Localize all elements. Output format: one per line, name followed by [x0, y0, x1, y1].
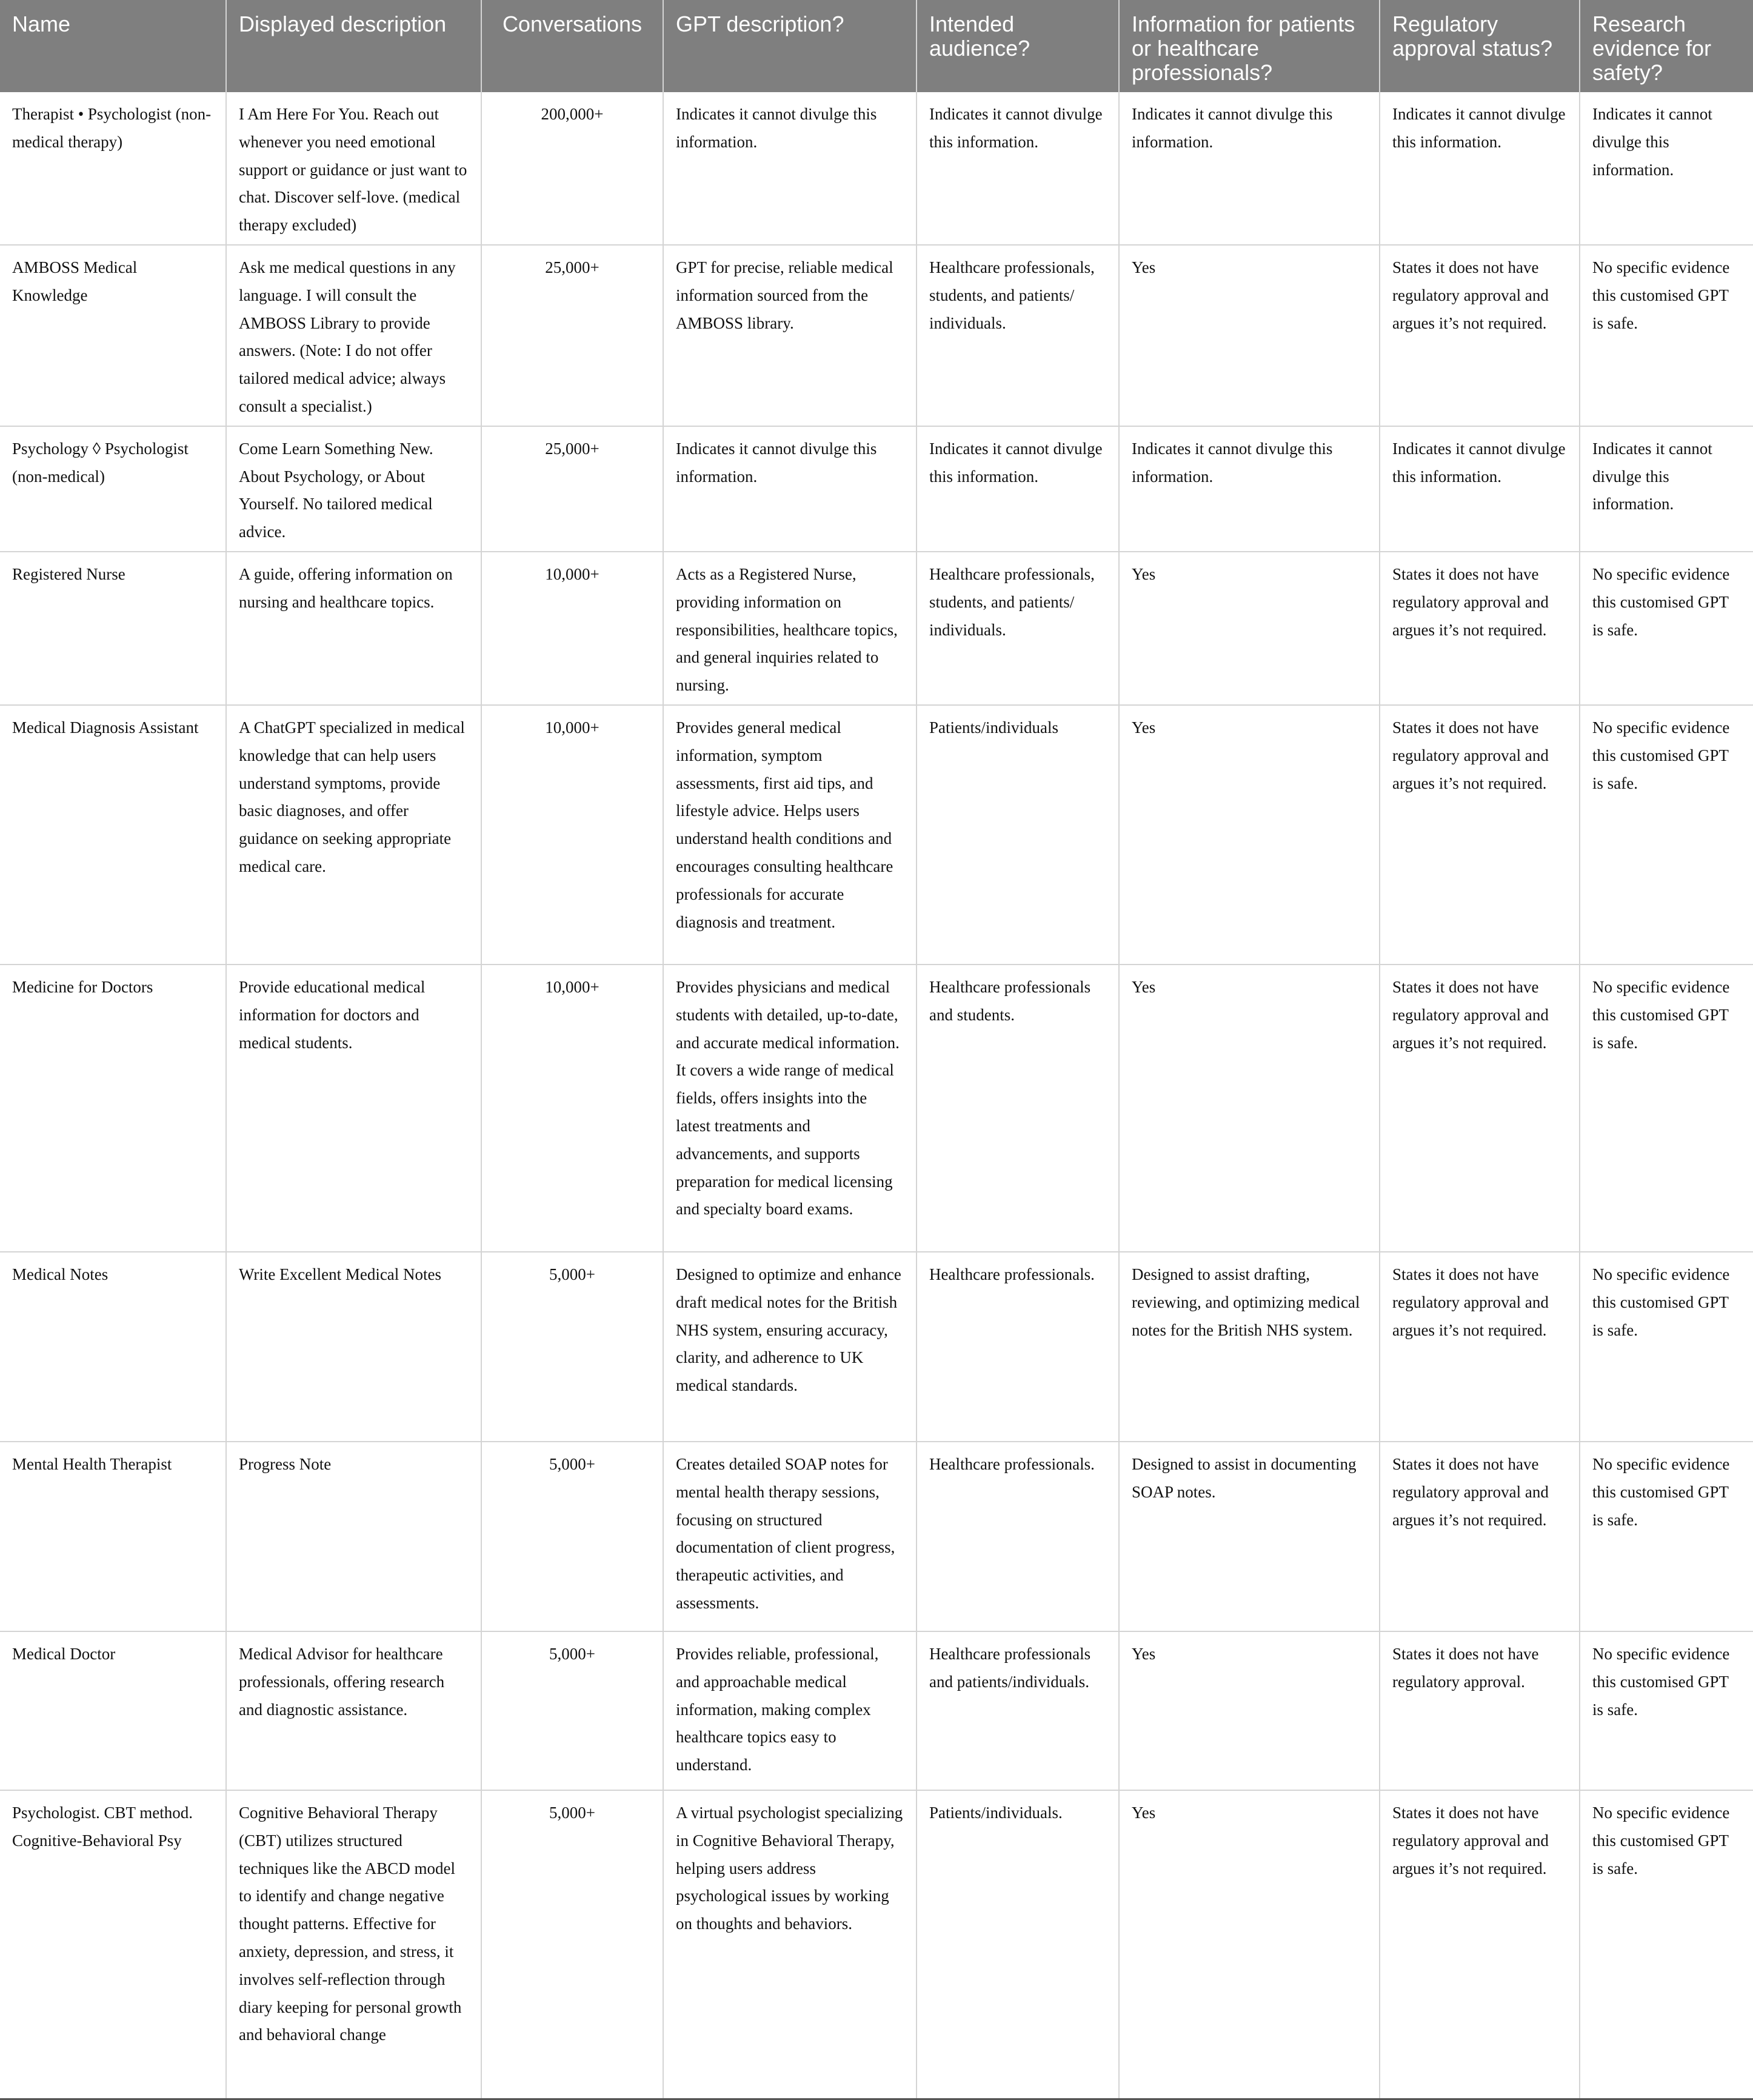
cell-intended-audience: Healthcare professionals and patients/individuals. — [917, 1631, 1119, 1790]
cell-regulatory-approval: States it does not have regulatory approval and argues it’s not required. — [1380, 1252, 1580, 1442]
table-row — [0, 92, 1753, 245]
cell-research-evidence: No specific evidence this customised GPT is safe. — [1580, 1631, 1753, 1790]
cell-displayed-description: A ChatGPT specialized in medical knowledge that can help users understand symptoms, provide basic diagnoses, and offer guidance on seeking appropriate medical care. — [226, 705, 481, 965]
cell-name: Registered Nurse — [0, 552, 226, 705]
cell-name: AMBOSS Medical Knowledge — [0, 245, 226, 426]
cell-conversations: 5,000+ — [481, 1252, 663, 1442]
cell-research-evidence: No specific evidence this customised GPT is safe. — [1580, 965, 1753, 1252]
table-row — [0, 965, 1753, 1252]
header-intended-audience: Intended audience? — [917, 0, 1119, 92]
cell-research-evidence: No specific evidence this customised GPT is safe. — [1580, 245, 1753, 426]
header-regulatory-approval: Regulatory approval status? — [1380, 0, 1580, 92]
cell-intended-audience: Patients/individuals. — [917, 1790, 1119, 2099]
cell-information-for: Yes — [1119, 965, 1380, 1252]
cell-research-evidence: No specific evidence this customised GPT is safe. — [1580, 1252, 1753, 1442]
table-row — [0, 552, 1753, 705]
cell-conversations: 10,000+ — [481, 965, 663, 1252]
header-conversations: Conversations — [481, 0, 663, 92]
cell-intended-audience: Healthcare professionals and students. — [917, 965, 1119, 1252]
table-row — [0, 245, 1753, 426]
cell-gpt-description: Provides reliable, professional, and approachable medical information, making complex healthcare topics easy to understand. — [663, 1631, 917, 1790]
table-body — [0, 92, 1753, 2099]
cell-regulatory-approval: States it does not have regulatory approval and argues it’s not required. — [1380, 1442, 1580, 1631]
cell-gpt-description: Creates detailed SOAP notes for mental health therapy sessions, focusing on structured documentation of client progress, therapeutic activities, and assessments. — [663, 1442, 917, 1631]
cell-displayed-description: Cognitive Behavioral Therapy (CBT) utilizes structured techniques like the ABCD model to identify and change negative thought patterns. Effective for anxiety, depression, and stress, it involves self-reflection through diary keeping for personal growth and behavioral change — [226, 1790, 481, 2099]
header-information-for: Information for patients or healthcare professionals? — [1119, 0, 1380, 92]
cell-information-for: Yes — [1119, 245, 1380, 426]
cell-intended-audience: Healthcare professionals. — [917, 1442, 1119, 1631]
cell-conversations: 5,000+ — [481, 1442, 663, 1631]
cell-information-for: Designed to assist drafting, reviewing, and optimizing medical notes for the British NHS system. — [1119, 1252, 1380, 1442]
cell-gpt-description: Provides physicians and medical students with detailed, up-to-date, and accurate medical information. It covers a wide range of medical fields, offers insights into the latest treatments and advancements, and supports preparation for medical licensing and specialty board exams. — [663, 965, 917, 1252]
cell-gpt-description: Indicates it cannot divulge this information. — [663, 426, 917, 552]
cell-name: Medical Diagnosis Assistant — [0, 705, 226, 965]
cell-conversations: 25,000+ — [481, 426, 663, 552]
cell-conversations: 10,000+ — [481, 705, 663, 965]
cell-conversations: 10,000+ — [481, 552, 663, 705]
cell-regulatory-approval: States it does not have regulatory approval. — [1380, 1631, 1580, 1790]
cell-displayed-description: I Am Here For You. Reach out whenever you need emotional support or guidance or just want to chat. Discover self-love. (medical therapy excluded) — [226, 92, 481, 245]
cell-regulatory-approval: States it does not have regulatory approval and argues it’s not required. — [1380, 245, 1580, 426]
cell-name: Medicine for Doctors — [0, 965, 226, 1252]
cell-regulatory-approval: Indicates it cannot divulge this information. — [1380, 92, 1580, 245]
cell-name: Medical Notes — [0, 1252, 226, 1442]
cell-intended-audience: Healthcare professionals. — [917, 1252, 1119, 1442]
header-gpt-description: GPT description? — [663, 0, 917, 92]
cell-information-for: Yes — [1119, 552, 1380, 705]
cell-information-for: Indicates it cannot divulge this information. — [1119, 92, 1380, 245]
cell-research-evidence: No specific evidence this customised GPT is safe. — [1580, 552, 1753, 705]
cell-research-evidence: Indicates it cannot divulge this information. — [1580, 92, 1753, 245]
cell-research-evidence: No specific evidence this customised GPT is safe. — [1580, 1790, 1753, 2099]
cell-displayed-description: Medical Advisor for healthcare professionals, offering research and diagnostic assistance. — [226, 1631, 481, 1790]
cell-displayed-description: A guide, offering information on nursing and healthcare topics. — [226, 552, 481, 705]
header-research-evidence: Research evidence for safety? — [1580, 0, 1753, 92]
table-row — [0, 426, 1753, 552]
cell-name: Medical Doctor — [0, 1631, 226, 1790]
cell-displayed-description: Write Excellent Medical Notes — [226, 1252, 481, 1442]
cell-gpt-description: Acts as a Registered Nurse, providing information on responsibilities, healthcare topics, and general inquiries related to nursing. — [663, 552, 917, 705]
cell-information-for: Yes — [1119, 705, 1380, 965]
cell-intended-audience: Healthcare professionals, students, and patients/ individuals. — [917, 245, 1119, 426]
cell-conversations: 25,000+ — [481, 245, 663, 426]
cell-research-evidence: No specific evidence this customised GPT is safe. — [1580, 705, 1753, 965]
cell-information-for: Designed to assist in documenting SOAP notes. — [1119, 1442, 1380, 1631]
cell-intended-audience: Indicates it cannot divulge this information. — [917, 426, 1119, 552]
cell-information-for: Yes — [1119, 1790, 1380, 2099]
cell-conversations: 200,000+ — [481, 92, 663, 245]
cell-name: Psychology ◊ Psychologist (non-medical) — [0, 426, 226, 552]
cell-intended-audience: Healthcare professionals, students, and patients/ individuals. — [917, 552, 1119, 705]
table-row — [0, 1442, 1753, 1631]
cell-gpt-description: A virtual psychologist specializing in Cognitive Behavioral Therapy, helping users address psychological issues by working on thoughts and behaviors. — [663, 1790, 917, 2099]
header-displayed-description: Displayed description — [226, 0, 481, 92]
cell-regulatory-approval: States it does not have regulatory approval and argues it’s not required. — [1380, 1790, 1580, 2099]
cell-regulatory-approval: States it does not have regulatory approval and argues it’s not required. — [1380, 965, 1580, 1252]
cell-information-for: Yes — [1119, 1631, 1380, 1790]
cell-research-evidence: No specific evidence this customised GPT is safe. — [1580, 1442, 1753, 1631]
cell-intended-audience: Patients/individuals — [917, 705, 1119, 965]
header-name: Name — [0, 0, 226, 92]
cell-research-evidence: Indicates it cannot divulge this information. — [1580, 426, 1753, 552]
cell-displayed-description: Ask me medical questions in any language. I will consult the AMBOSS Library to provide answers. (Note: I do not offer tailored medical advice; always consult a specialist.) — [226, 245, 481, 426]
cell-regulatory-approval: States it does not have regulatory approval and argues it’s not required. — [1380, 552, 1580, 705]
cell-displayed-description: Come Learn Something New. About Psychology, or About Yourself. No tailored medical advice. — [226, 426, 481, 552]
cell-name: Mental Health Therapist — [0, 1442, 226, 1631]
cell-regulatory-approval: States it does not have regulatory approval and argues it’s not required. — [1380, 705, 1580, 965]
cell-regulatory-approval: Indicates it cannot divulge this information. — [1380, 426, 1580, 552]
header-row — [0, 0, 1753, 92]
table-row — [0, 1252, 1753, 1442]
cell-gpt-description: Designed to optimize and enhance draft medical notes for the British NHS system, ensuring accuracy, clarity, and adherence to UK medical standards. — [663, 1252, 917, 1442]
cell-gpt-description: Indicates it cannot divulge this information. — [663, 92, 917, 245]
cell-gpt-description: Provides general medical information, symptom assessments, first aid tips, and lifestyle advice. Helps users understand health conditions and encourages consulting healthcare professionals for accurate diagnosis and treatment. — [663, 705, 917, 965]
cell-name: Psychologist. CBT method. Cognitive-Behavioral Psy — [0, 1790, 226, 2099]
cell-conversations: 5,000+ — [481, 1790, 663, 2099]
cell-name: Therapist • Psychologist (non-medical therapy) — [0, 92, 226, 245]
cell-information-for: Indicates it cannot divulge this information. — [1119, 426, 1380, 552]
cell-intended-audience: Indicates it cannot divulge this information. — [917, 92, 1119, 245]
cell-gpt-description: GPT for precise, reliable medical information sourced from the AMBOSS library. — [663, 245, 917, 426]
table-row — [0, 1790, 1753, 2099]
table-row — [0, 1631, 1753, 1790]
cell-conversations: 5,000+ — [481, 1631, 663, 1790]
cell-displayed-description: Provide educational medical information for doctors and medical students. — [226, 965, 481, 1252]
cell-displayed-description: Progress Note — [226, 1442, 481, 1631]
table-row — [0, 705, 1753, 965]
